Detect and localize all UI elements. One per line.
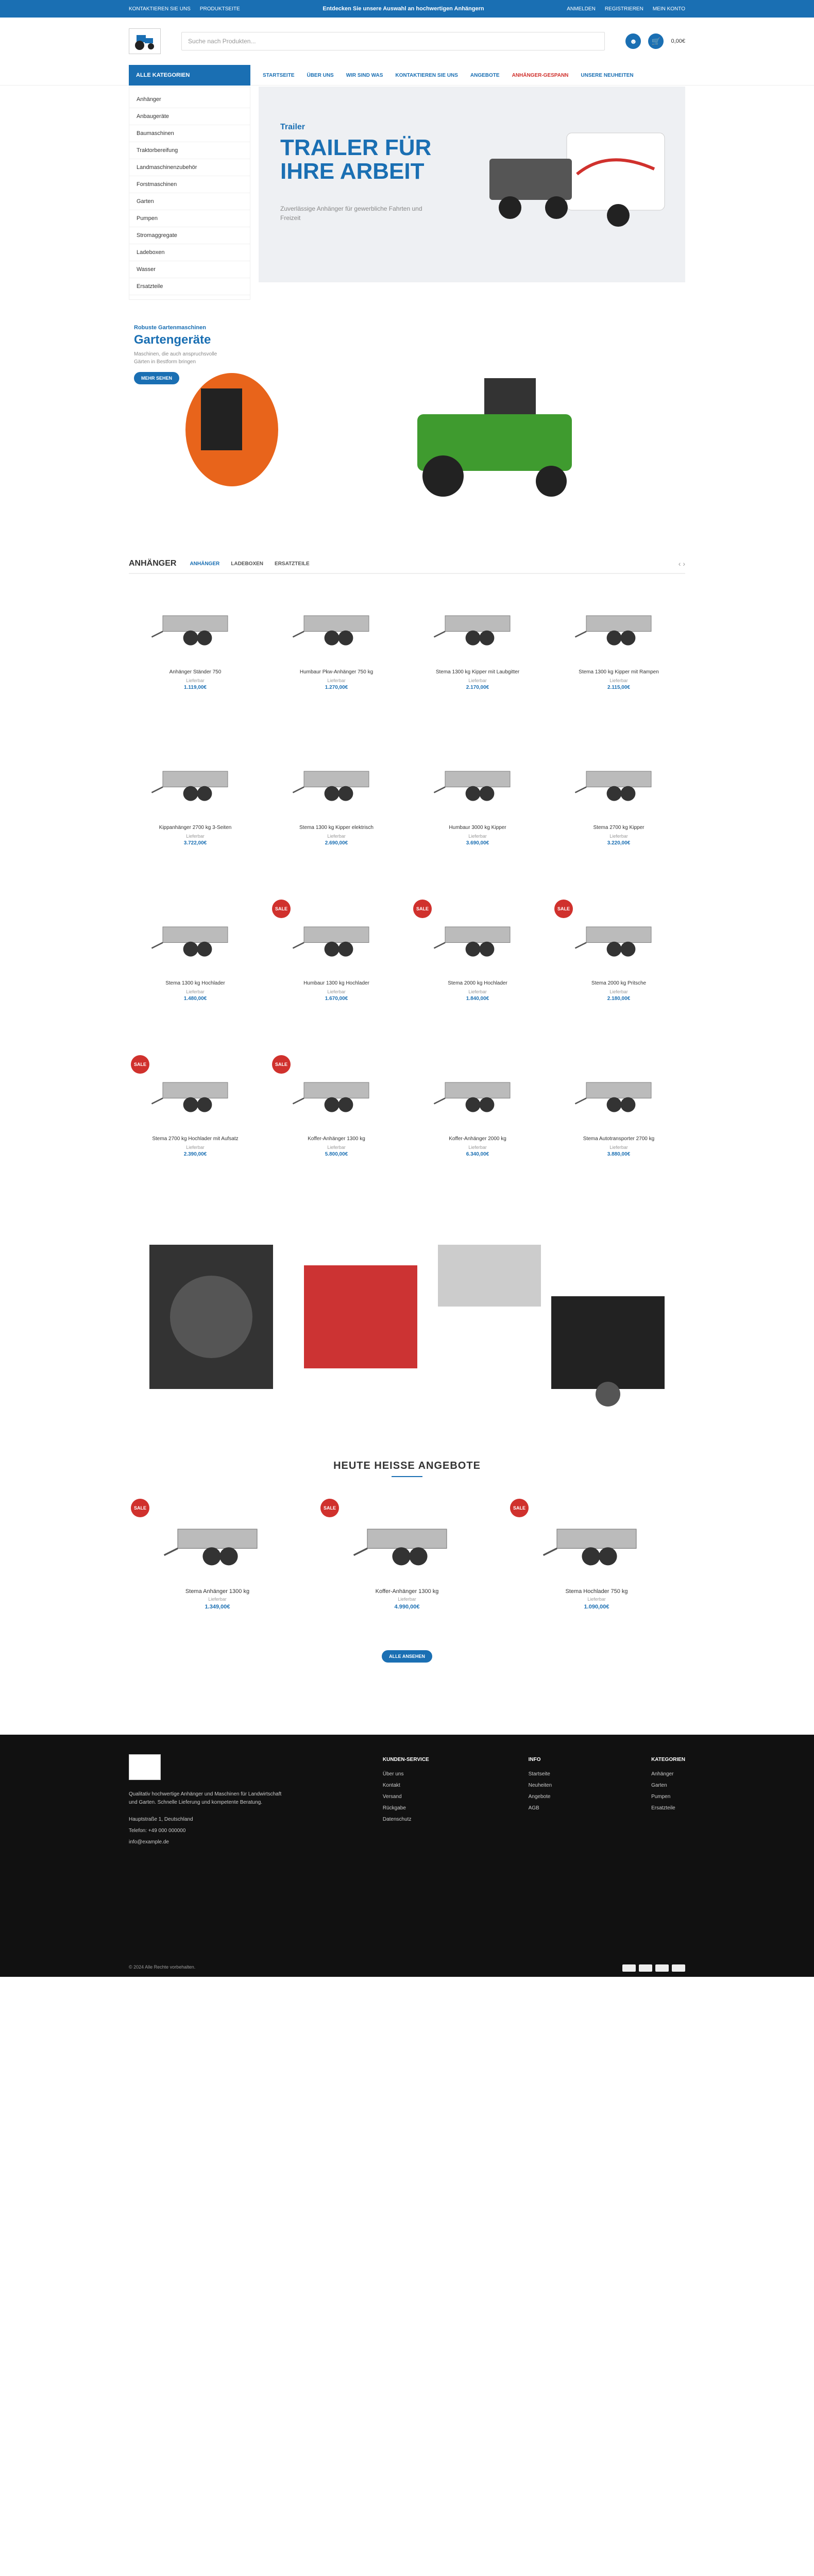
product-stock: Lieferbar <box>327 834 346 839</box>
product-name[interactable]: Stema 1300 kg Kipper elektrisch <box>299 825 374 831</box>
product-card[interactable] <box>552 742 685 897</box>
sidebar-item[interactable]: Landmaschinenzubehör <box>129 159 250 176</box>
product-image-icon <box>431 908 524 964</box>
footer-about: Qualitativ hochwertige Anhänger und Maschinen für Landwirtschaft und Garten. Schnelle Lieferung und kompetente Beratung. <box>129 1791 282 1805</box>
main-nav <box>0 65 814 86</box>
product-price: 2.115,00€ <box>607 685 630 690</box>
deal-price: 1.090,00€ <box>584 1604 609 1610</box>
sidebar-item[interactable]: Baumaschinen <box>129 125 250 142</box>
promo-button[interactable]: MEHR SEHEN <box>134 372 179 384</box>
deal-stock: Lieferbar <box>587 1597 606 1602</box>
deal-card[interactable] <box>318 1497 496 1631</box>
product-grid <box>129 586 685 1209</box>
promo-small: Robuste Gartenmaschinen <box>134 325 206 331</box>
footer-email[interactable]: info@example.de <box>129 1839 169 1845</box>
product-price: 1.840,00€ <box>466 996 489 1002</box>
nav-what[interactable]: WIR SIND WAS <box>346 72 383 78</box>
product-card[interactable] <box>129 742 262 897</box>
trailer-illustration <box>479 92 675 277</box>
sidebar-item[interactable]: Pumpen <box>129 210 250 227</box>
product-stock: Lieferbar <box>468 989 487 994</box>
site-header <box>0 18 814 65</box>
product-image-icon <box>572 908 665 964</box>
topbar-login[interactable]: ANMELDEN <box>567 6 596 12</box>
slider-arrows[interactable]: ‹ › <box>678 560 685 568</box>
product-name[interactable]: Kippanhänger 2700 kg 3-Seiten <box>159 825 232 831</box>
equipment-collage <box>129 1224 685 1440</box>
site-footer <box>0 1735 814 1977</box>
product-price: 3.722,00€ <box>183 840 207 846</box>
footer-link[interactable]: Kontakt <box>382 1783 400 1788</box>
product-image-icon <box>431 597 524 653</box>
product-image-icon <box>149 597 242 653</box>
product-name[interactable]: Stema 2700 kg Kipper <box>593 825 645 831</box>
sale-badge: SALE <box>320 1499 339 1517</box>
sale-badge: SALE <box>131 1055 149 1074</box>
deal-price: 4.990,00€ <box>394 1604 420 1610</box>
product-image-icon <box>290 908 383 964</box>
sale-badge: SALE <box>272 900 291 918</box>
product-stock: Lieferbar <box>186 1145 205 1150</box>
product-card[interactable] <box>270 897 403 1053</box>
top-bar <box>0 0 814 18</box>
product-image-icon <box>290 752 383 809</box>
deal-price: 1.349,00€ <box>205 1604 230 1610</box>
product-image-icon <box>149 752 242 809</box>
sale-badge: SALE <box>272 1055 291 1074</box>
product-price: 2.390,00€ <box>183 1151 207 1157</box>
footer-col-title: INFO <box>528 1757 541 1762</box>
topbar-account[interactable]: MEIN KONTO <box>652 6 685 12</box>
footer-link[interactable]: Angebote <box>528 1794 551 1800</box>
topbar-link-contact[interactable]: KONTAKTIEREN SIE UNS <box>129 6 191 12</box>
sidebar-item[interactable]: Stromaggregate <box>129 227 250 244</box>
product-image-icon <box>290 597 383 653</box>
footer-col-title: KATEGORIEN <box>651 1757 685 1762</box>
product-card[interactable] <box>270 586 403 742</box>
nav-contact[interactable]: KONTAKTIEREN SIE UNS <box>395 72 458 78</box>
search-input[interactable] <box>181 32 605 50</box>
products-title: ANHÄNGER <box>129 559 177 568</box>
product-card[interactable] <box>552 586 685 742</box>
product-name[interactable]: Stema 2700 kg Hochlader mit Aufsatz <box>152 1136 239 1142</box>
hero-banner[interactable] <box>259 87 685 282</box>
categories-button[interactable]: ALLE KATEGORIEN <box>129 65 250 86</box>
sale-badge: SALE <box>554 900 573 918</box>
product-card[interactable] <box>552 897 685 1053</box>
product-name[interactable]: Stema 2000 kg Hochlader <box>448 980 507 986</box>
product-card[interactable] <box>270 742 403 897</box>
sidebar-item[interactable]: Ersatzteile <box>129 278 250 295</box>
product-stock: Lieferbar <box>468 834 487 839</box>
product-image-icon <box>161 1504 274 1577</box>
product-image-icon <box>350 1504 464 1577</box>
product-card[interactable] <box>129 586 262 742</box>
product-stock: Lieferbar <box>468 1145 487 1150</box>
product-image-icon <box>431 1063 524 1120</box>
product-stock: Lieferbar <box>609 1145 628 1150</box>
product-stock: Lieferbar <box>327 678 346 683</box>
product-price: 2.180,00€ <box>607 996 631 1002</box>
hero-title: TRAILER FÜR IHRE ARBEIT <box>280 135 432 184</box>
product-image-icon <box>572 597 665 653</box>
sidebar-item[interactable]: Ladeboxen <box>129 244 250 261</box>
product-card[interactable] <box>411 742 544 897</box>
product-name[interactable]: Humbaur 3000 kg Kipper <box>449 825 506 831</box>
product-stock: Lieferbar <box>327 989 346 994</box>
payment-icons <box>622 1964 685 1972</box>
product-name[interactable]: Stema Autotransporter 2700 kg <box>583 1136 655 1142</box>
product-stock: Lieferbar <box>609 678 628 683</box>
cart-icon[interactable]: 🛒 <box>648 33 664 49</box>
promo-title: Gartengeräte <box>134 333 211 347</box>
product-stock: Lieferbar <box>186 834 205 839</box>
product-image-icon <box>149 908 242 964</box>
topbar-promo: Entdecken Sie unsere Auswahl an hochwertigen Anhängern <box>323 6 484 12</box>
copyright: © 2024 Alle Rechte vorbehalten. <box>129 1964 196 1970</box>
deal-card[interactable] <box>508 1497 685 1631</box>
footer-link[interactable]: Garten <box>651 1783 667 1788</box>
tab-loadbox[interactable]: LADEBOXEN <box>231 561 264 567</box>
garden-promo <box>129 311 685 528</box>
footer-link[interactable]: Rückgabe <box>382 1805 406 1811</box>
sidebar-item[interactable]: Forstmaschinen <box>129 176 250 193</box>
footer-phone: Telefon: +49 000 000000 <box>129 1828 186 1834</box>
footer-link[interactable]: AGB <box>528 1805 539 1811</box>
product-name[interactable]: Koffer-Anhänger 2000 kg <box>449 1136 506 1142</box>
sidebar-item[interactable]: Anbaugeräte <box>129 108 250 125</box>
deal-card[interactable] <box>129 1497 306 1631</box>
sidebar-item[interactable]: Garten <box>129 193 250 210</box>
topbar-link-products[interactable]: PRODUKTSEITE <box>199 6 240 12</box>
product-image-icon <box>149 1063 242 1120</box>
deal-stock: Lieferbar <box>208 1597 227 1602</box>
footer-link[interactable]: Neuheiten <box>528 1783 552 1788</box>
product-card[interactable] <box>552 1053 685 1209</box>
product-name[interactable]: Humbaur Pkw-Anhänger 750 kg <box>299 669 374 675</box>
product-stock: Lieferbar <box>327 1145 346 1150</box>
product-stock: Lieferbar <box>609 989 628 994</box>
sidebar-item[interactable]: Traktorbereifung <box>129 142 250 159</box>
site-logo[interactable] <box>129 28 161 54</box>
footer-link[interactable]: Ersatzteile <box>651 1805 675 1811</box>
product-name[interactable]: Humbaur 1300 kg Hochlader <box>303 980 369 986</box>
product-name[interactable]: Stema 1300 kg Kipper mit Laubgitter <box>435 669 520 675</box>
deal-name[interactable]: Stema Hochlader 750 kg <box>565 1588 628 1595</box>
product-image-icon <box>290 1063 383 1120</box>
product-card[interactable] <box>411 897 544 1053</box>
product-price: 2.690,00€ <box>325 840 348 846</box>
sale-badge: SALE <box>413 900 432 918</box>
deal-name[interactable]: Stema Anhänger 1300 kg <box>185 1588 250 1595</box>
cart-total[interactable]: 0,00€ <box>671 38 685 44</box>
footer-link[interactable]: Über uns <box>382 1771 404 1777</box>
sidebar-item[interactable]: Wasser <box>129 261 250 278</box>
show-all-button[interactable]: ALLE ANSEHEN <box>382 1650 432 1663</box>
hero-tag: Trailer <box>280 123 306 131</box>
product-price: 3.690,00€ <box>466 840 489 846</box>
product-name[interactable]: Stema 2000 kg Pritsche <box>591 980 647 986</box>
topbar-register[interactable]: REGISTRIEREN <box>604 6 643 12</box>
hero-text: Zuverlässige Anhänger für gewerbliche Fahrten und Freizeit <box>280 205 422 222</box>
tab-trailer[interactable]: ANHÄNGER <box>190 561 220 567</box>
footer-logo[interactable] <box>129 1754 161 1780</box>
product-image-icon <box>572 752 665 809</box>
nav-new[interactable]: UNSERE NEUHEITEN <box>581 72 634 78</box>
sale-badge: SALE <box>131 1499 149 1517</box>
product-image-icon <box>540 1504 653 1577</box>
product-stock: Lieferbar <box>468 678 487 683</box>
deal-name[interactable]: Koffer-Anhänger 1300 kg <box>375 1588 439 1595</box>
product-stock: Lieferbar <box>186 678 205 683</box>
product-card[interactable] <box>270 1053 403 1209</box>
footer-col-title: KUNDEN-SERVICE <box>382 1757 429 1762</box>
footer-link[interactable]: Datenschutz <box>382 1817 412 1822</box>
product-card[interactable] <box>411 1053 544 1209</box>
footer-link[interactable]: Startseite <box>528 1771 550 1777</box>
product-price: 3.220,00€ <box>607 840 631 846</box>
product-price: 1.119,00€ <box>184 685 207 690</box>
footer-link[interactable]: Versand <box>382 1794 402 1800</box>
product-price: 2.170,00€ <box>466 685 489 690</box>
product-price: 6.340,00€ <box>466 1151 489 1157</box>
product-card[interactable] <box>411 586 544 742</box>
nav-trailer[interactable]: ANHÄNGER-GESPANN <box>512 72 569 78</box>
account-icon[interactable]: ☻ <box>625 33 641 49</box>
product-price: 3.880,00€ <box>607 1151 631 1157</box>
footer-link[interactable]: Pumpen <box>651 1794 671 1800</box>
product-stock: Lieferbar <box>186 989 205 994</box>
sale-badge: SALE <box>510 1499 529 1517</box>
product-name[interactable]: Stema 1300 kg Kipper mit Rampen <box>579 669 659 675</box>
nav-offers[interactable]: ANGEBOTE <box>470 72 500 78</box>
product-price: 1.480,00€ <box>183 996 207 1002</box>
product-name[interactable]: Anhänger Ständer 750 <box>169 669 222 675</box>
tab-parts[interactable]: ERSATZTEILE <box>275 561 310 567</box>
tractor-logo-icon <box>131 31 158 52</box>
product-name[interactable]: Koffer-Anhänger 1300 kg <box>308 1136 365 1142</box>
product-price: 1.270,00€ <box>325 685 348 690</box>
product-card[interactable] <box>129 897 262 1053</box>
category-sidebar <box>129 87 250 300</box>
product-image-icon <box>431 752 524 809</box>
product-name[interactable]: Stema 1300 kg Hochlader <box>165 980 225 986</box>
footer-address: Hauptstraße 1, Deutschland <box>129 1817 193 1822</box>
product-price: 1.670,00€ <box>325 996 348 1002</box>
nav-about[interactable]: ÜBER UNS <box>307 72 334 78</box>
product-card[interactable] <box>129 1053 262 1209</box>
nav-home[interactable]: STARTSEITE <box>263 72 295 78</box>
product-price: 5.800,00€ <box>325 1151 348 1157</box>
deals-grid <box>129 1497 685 1631</box>
product-stock: Lieferbar <box>609 834 628 839</box>
deal-stock: Lieferbar <box>398 1597 416 1602</box>
footer-link[interactable]: Anhänger <box>651 1771 674 1777</box>
product-image-icon <box>572 1063 665 1120</box>
products-header <box>129 558 685 574</box>
deals-title: HEUTE HEISSE ANGEBOTE <box>333 1460 481 1471</box>
promo-text: Maschinen, die auch anspruchsvolle Gärten in Bestform bringen <box>134 351 217 365</box>
sidebar-item[interactable]: Anhänger <box>129 91 250 108</box>
search-placeholder: Suche nach Produkten... <box>188 38 256 45</box>
